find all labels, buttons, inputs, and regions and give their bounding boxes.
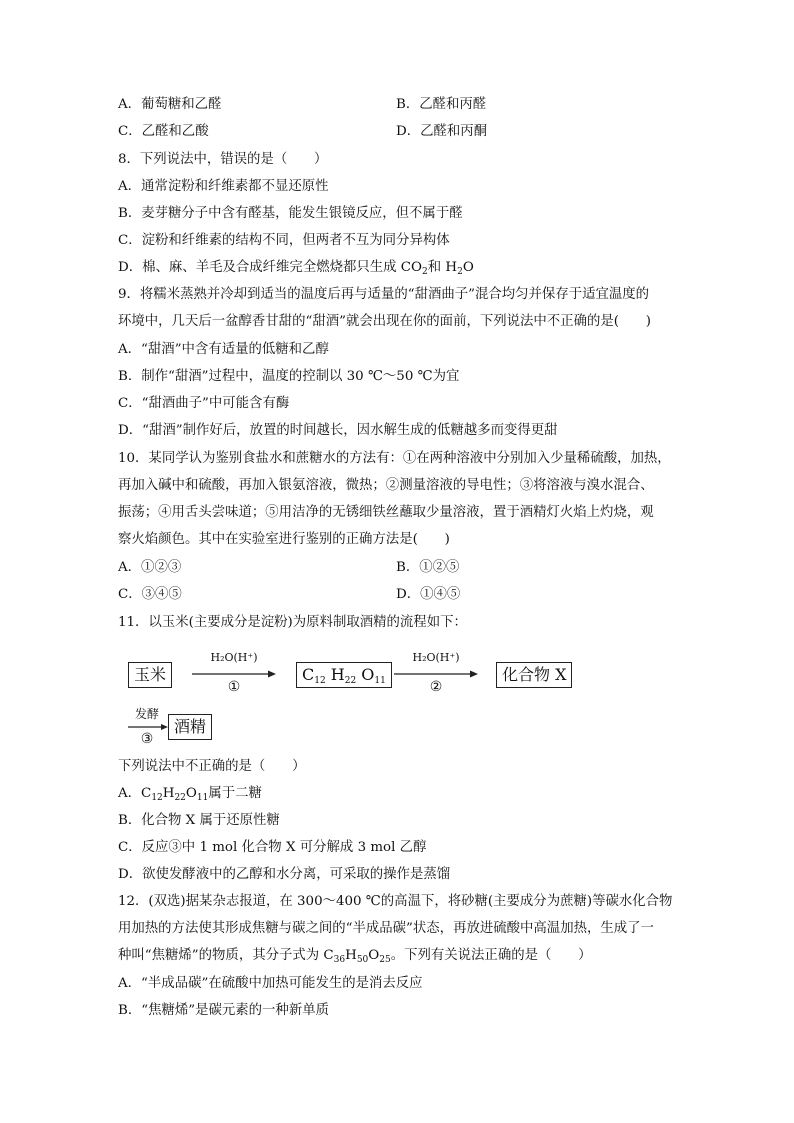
q10-stem-line4: 察火焰颜色。其中在实验室进行鉴别的正确方法是( ) [118,532,450,547]
q7-option-d: D．乙醛和丙酮 [396,124,488,139]
q10-stem-line2: 再加入碱中和硫酸，再加入银氨溶液，微热；②测量溶液的导电性；③将溶液与溴水混合、 [118,478,654,493]
q8-stem: 8．下列说法中，错误的是（ ） [118,152,328,167]
q9-option-c: C．“甜酒曲子”中可能含有酶 [118,396,290,411]
q12-stem-line1: 12．(双选)据某杂志报道，在 300～400 ℃的高温下，将砂糖(主要成分为蔗糖)等碳水化合物 [118,894,673,909]
flow-arrow3-label: 发酵 [134,707,159,721]
flow-arrow1-step: ① [227,679,241,695]
q10-option-b: B．①②⑤ [396,560,460,575]
q12-stem-line2: 用加热的方法使其形成焦糖与碳之间的“半成品碳”状态，再放进硫酸中高温加热，生成了一 [118,921,654,936]
q10-stem-line3: 振荡；④用舌头尝味道；⑤用洁净的无锈细铁丝蘸取少量溶液，置于酒精灯火焰上灼烧，观 [118,505,654,520]
q12-option-a: A．“半成品碳”在硫酸中加热可能发生的是消去反应 [118,976,423,991]
flow-box-compound-x: 化合物 X [496,662,572,688]
q7-option-b: B．乙醛和丙醛 [396,97,487,112]
q11-option-a: A．$C_{12}H_{22}O_{11}$属于二糖 [118,786,262,803]
q11-option-c: C．反应③中 1 mol 化合物 X 可分解成 3 mol 乙醇 [118,840,427,855]
q10-option-c: C．③④⑤ [118,587,182,602]
flow-box-alcohol: 酒精 [168,714,212,740]
q8-option-b: B．麦芽糖分子中含有醛基，能发生银镜反应，但不属于醛 [118,206,463,221]
flow-arrow1-label: H₂O(H⁺) [210,651,258,664]
q8-option-a: A．通常淀粉和纤维素都不显还原性 [118,179,329,194]
q9-stem-line1: 9．将糯米蒸熟并冷却到适当的温度后再与适量的“甜酒曲子”混合均匀并保存于适宜温度的 [118,287,650,302]
flow-box-corn: 玉米 [128,662,172,688]
q8-option-d: D．棉、麻、羊毛及合成纤维完全燃烧都只生成 $CO_2$和 $H_2O$ [118,260,474,277]
q10-option-d: D．①④⑤ [396,587,461,602]
q9-option-d: D．“甜酒”制作好后，放置的时间越长，因水解生成的低糖越多而变得更甜 [118,423,558,438]
flow-arrow2-label: H₂O(H⁺) [412,651,460,664]
q9-stem-line2: 环境中，几天后一盆醇香甘甜的“甜酒”就会出现在你的面前，下列说法中不正确的是( ) [118,314,651,329]
q12-option-b: B．“焦糖烯”是碳元素的一种新单质 [118,1003,329,1018]
q7-option-c: C．乙醛和乙酸 [118,124,209,139]
flow-box-maltose: $C_{12}$ $H_{22}$ $O_{11}$ [296,662,392,688]
q10-option-a: A．①②③ [118,560,182,575]
q7-option-a: A．葡萄糖和乙醛 [118,97,222,112]
q8-option-c: C．淀粉和纤维素的结构不同，但两者不互为同分异构体 [118,233,450,248]
q12-stem-line3: 种叫“焦糖烯”的物质，其分子式为 $C_{36}H_{50}O_{25}$。下列有关说法正确的是（ ） [118,948,592,965]
flow-arrow2-step: ② [429,679,443,695]
q10-stem-line1: 10．某同学认为鉴别食盐水和蔗糖水的方法有：①在两种溶液中分别加入少量稀硫酸，加热， [118,451,671,466]
q11-stem: 11．以玉米(主要成分是淀粉)为原料制取酒精的流程如下： [118,615,467,630]
flow-arrow3-step: ③ [140,731,154,747]
q9-option-b: B．制作“甜酒”过程中，温度的控制以 30 ℃～50 ℃为宜 [118,369,460,384]
q11-ask: 下列说法中不正确的是（ ） [118,759,306,774]
q11-option-d: D．欲使发酵液中的乙醇和水分离，可采取的操作是蒸馏 [118,867,451,882]
q11-option-b: B．化合物 X 属于还原性糖 [118,813,280,828]
q9-option-a: A．“甜酒”中含有适量的低糖和乙醇 [118,342,329,357]
